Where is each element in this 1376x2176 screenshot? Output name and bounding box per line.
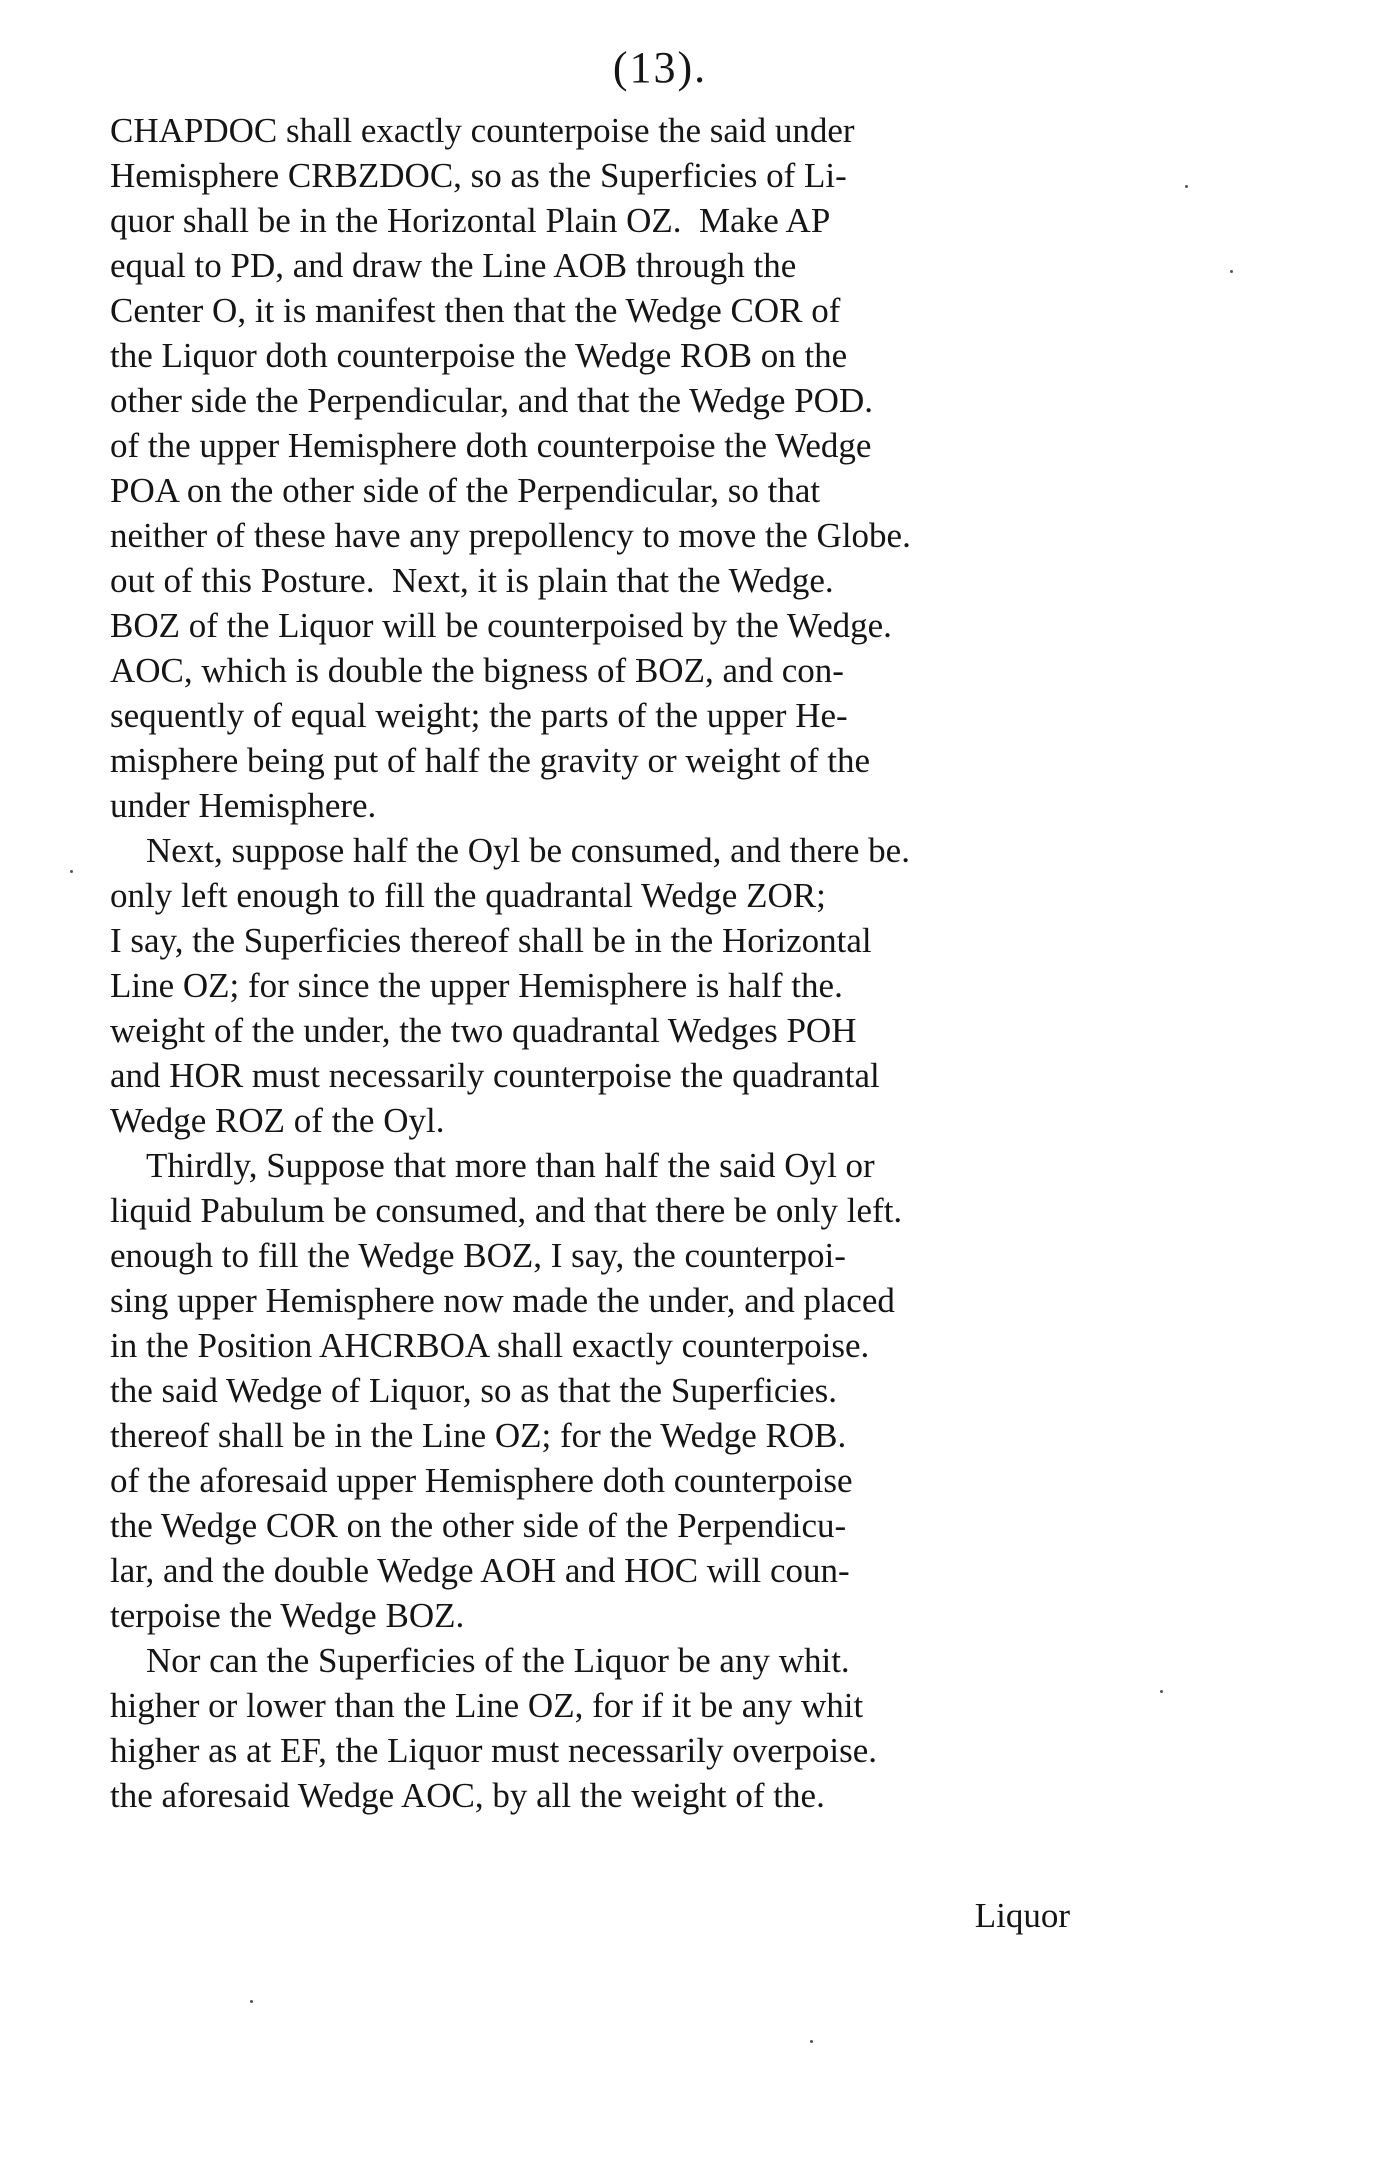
text-line: the aforesaid Wedge AOC, by all the weight of the.	[110, 1776, 825, 1815]
scan-speck	[250, 2000, 253, 2003]
text-line: lar, and the double Wedge AOH and HOC will coun-	[110, 1551, 850, 1590]
text-line: other side the Perpendicular, and that the Wedge POD.	[110, 381, 873, 420]
scan-speck	[810, 2040, 813, 2043]
text-line: POA on the other side of the Perpendicular, so that	[110, 471, 821, 510]
text-line: thereof shall be in the Line OZ; for the Wedge ROB.	[110, 1416, 847, 1455]
text-line: Center O, it is manifest then that the Wedge COR of	[110, 291, 841, 330]
text-line: of the aforesaid upper Hemisphere doth counterpoise	[110, 1461, 853, 1500]
text-line: AOC, which is double the bigness of BOZ, and con-	[110, 651, 844, 690]
text-line: Line OZ; for since the upper Hemisphere is half the.	[110, 966, 843, 1005]
text-line: liquid Pabulum be consumed, and that there be only left.	[110, 1191, 903, 1230]
text-line: quor shall be in the Horizontal Plain OZ. Make AP	[110, 201, 831, 240]
text-line: Hemisphere CRBZDOC, so as the Superficies of Li-	[110, 156, 847, 195]
text-line: weight of the under, the two quadrantal Wedges POH	[110, 1011, 857, 1050]
text-line: sing upper Hemisphere now made the under, and placed	[110, 1281, 895, 1320]
text-line: of the upper Hemisphere doth counterpoise the Wedge	[110, 426, 872, 465]
text-line: the said Wedge of Liquor, so as that the Superficies.	[110, 1371, 838, 1410]
text-line: higher as at EF, the Liquor must necessarily overpoise.	[110, 1731, 878, 1770]
text-line: out of this Posture. Next, it is plain that the Wedge.	[110, 561, 834, 600]
text-line: CHAPDOC shall exactly counterpoise the said under	[110, 111, 855, 150]
page-number: (13).	[612, 43, 708, 92]
text-line: and HOR must necessarily counterpoise the quadrantal	[110, 1056, 880, 1095]
scan-speck	[1185, 185, 1188, 188]
catchword: Liquor	[974, 1896, 1070, 1935]
text-line: sequently of equal weight; the parts of the upper He-	[110, 696, 848, 735]
text-line: enough to fill the Wedge BOZ, I say, the counterpoi-	[110, 1236, 846, 1275]
text-line: misphere being put of half the gravity or weight of the	[110, 741, 871, 780]
scan-speck	[1230, 270, 1233, 273]
paragraph-start-line: Thirdly, Suppose that more than half the said Oyl or	[146, 1146, 875, 1185]
scan-speck	[1160, 1690, 1163, 1693]
text-line: I say, the Superficies thereof shall be in the Horizontal	[110, 921, 872, 960]
text-line: under Hemisphere.	[110, 786, 377, 825]
text-line: BOZ of the Liquor will be counterpoised by the Wedge.	[110, 606, 892, 645]
text-line: the Wedge COR on the other side of the Perpendicu-	[110, 1506, 847, 1545]
paragraph-start-line: Nor can the Superficies of the Liquor be any whit.	[146, 1641, 850, 1680]
text-line: neither of these have any prepollency to move the Globe.	[110, 516, 911, 555]
text-line: the Liquor doth counterpoise the Wedge ROB on the	[110, 336, 848, 375]
text-line: only left enough to fill the quadrantal Wedge ZOR;	[110, 876, 826, 915]
text-line: equal to PD, and draw the Line AOB through the	[110, 246, 797, 285]
page-body-text	[110, 108, 1070, 1818]
text-line: higher or lower than the Line OZ, for if it be any whit	[110, 1686, 864, 1725]
text-line: Wedge ROZ of the Oyl.	[110, 1101, 445, 1140]
text-line: terpoise the Wedge BOZ.	[110, 1596, 465, 1635]
scan-speck	[70, 870, 73, 873]
paragraph-start-line: Next, suppose half the Oyl be consumed, and there be.	[146, 831, 910, 870]
text-line: in the Position AHCRBOA shall exactly counterpoise.	[110, 1326, 870, 1365]
